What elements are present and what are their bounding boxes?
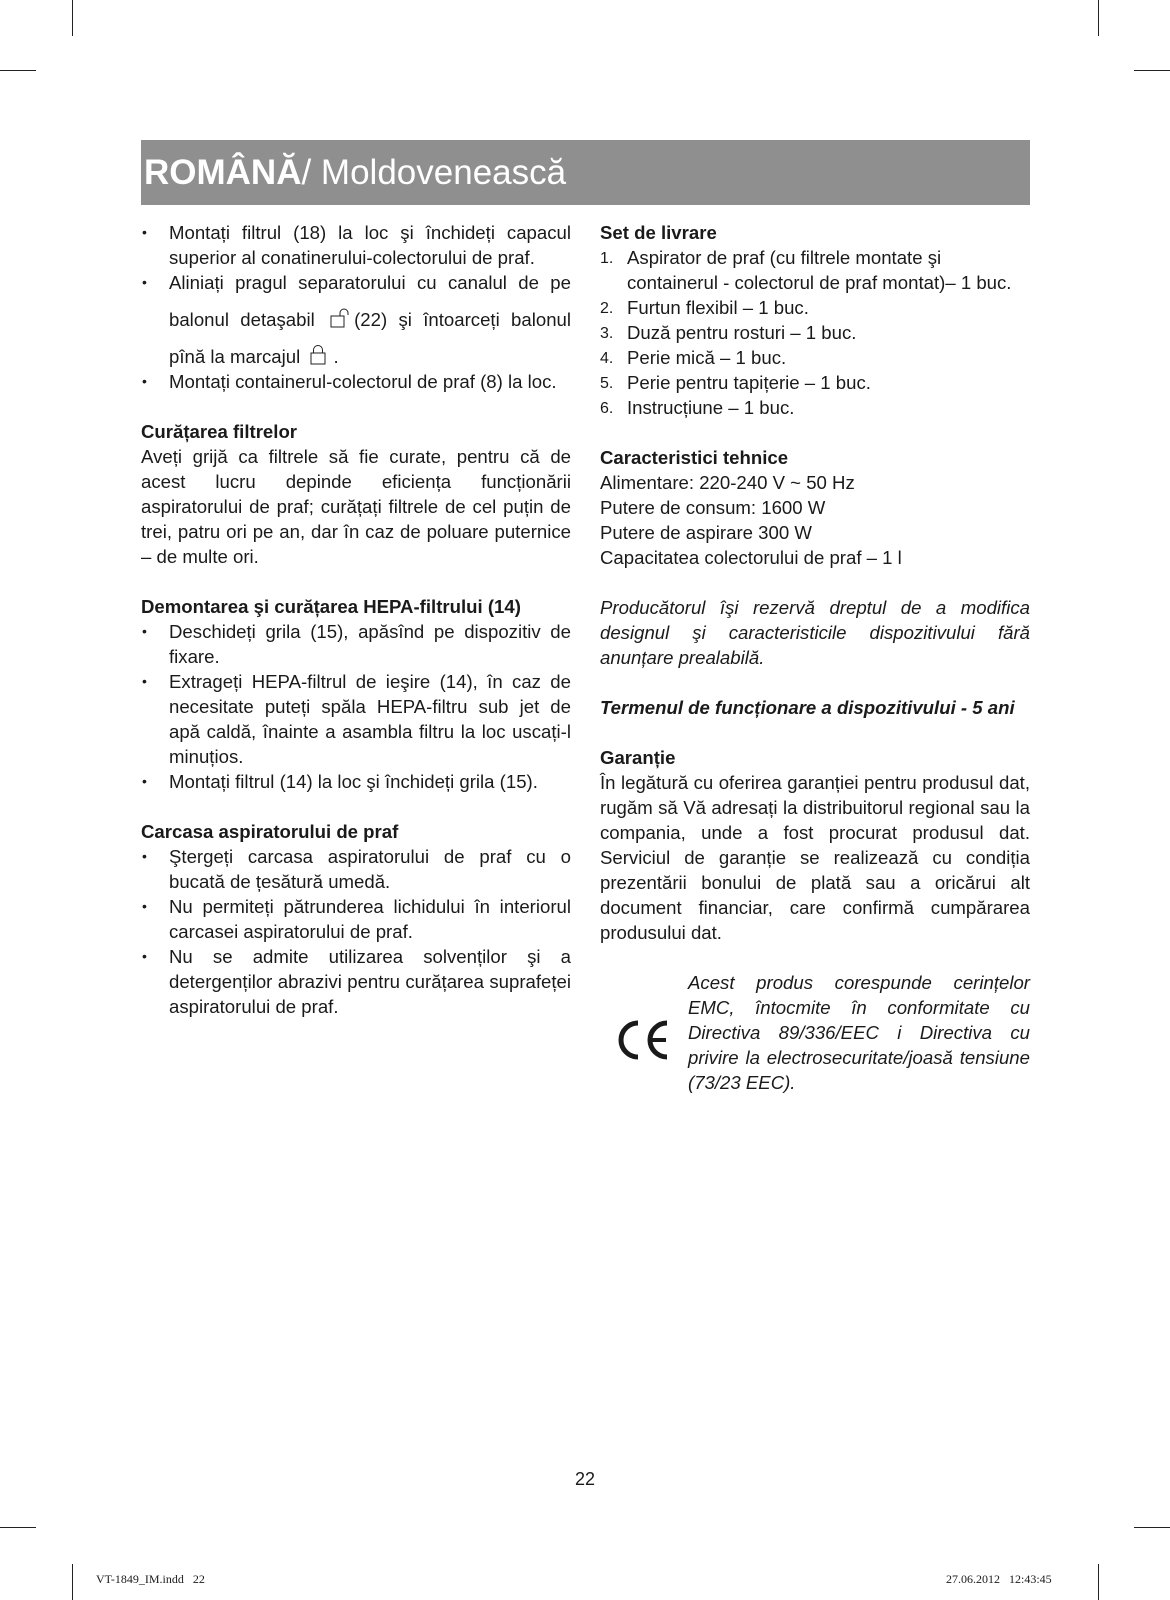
language-header	[141, 140, 1030, 205]
warranty-paragraph: În legătură cu oferirea garanției pentru produsul dat, rugăm să Vă adresați la distribuitorul regional sau la compania, unde a fost procurat produsul dat. Serviciul de garanție se realizează cu condiția prezentării bonului de plată sau a oricărui alt document financiar, care confirmă cumpărarea produsului dat.	[600, 772, 1030, 943]
spec-line: Putere de aspirare 300 W	[600, 522, 812, 543]
list-item: • Aliniați pragul separatorului cu canalul de pe balonul detaşabil (22) şi întoarceți balonul pînă la marcajul .	[141, 264, 571, 375]
list-item: • Montați containerul-colectorul de praf (8) la loc.	[141, 369, 571, 394]
crop-mark	[0, 1527, 36, 1528]
list-item: • Ştergeți carcasa aspiratorului de praf cu o bucată de țesătură umedă.	[141, 844, 571, 894]
crop-mark	[1134, 70, 1170, 71]
service-life: Termenul de funcționare a dispozitivului - 5 ani	[600, 697, 1015, 718]
ce-text: Acest produs corespunde cerințelor EMC, întocmite în conformitate cu Directiva 89/336/EEC i Directiva cu privire la electrosecuritate/joasă tensiune (73/23 EEC).	[688, 972, 1030, 1093]
list-item: 3. Duză pentru rosturi – 1 buc.	[600, 322, 857, 343]
right-column	[600, 220, 1030, 1095]
section-title-filters: Curățarea filtrelor	[141, 421, 298, 442]
manufacturer-notice: Producătorul îşi rezervă dreptul de a modifica designul şi caracteristicile dispozitivului fără anunțare prealabilă.	[600, 597, 1030, 668]
list-item: • Montați filtrul (14) la loc şi închideți grila (15).	[141, 769, 571, 794]
hepa-steps	[141, 619, 571, 794]
section-title-specs: Caracteristici tehnice	[600, 447, 789, 468]
list-item: 6. Instrucțiune – 1 buc.	[600, 397, 795, 418]
list-item: 5. Perie pentru tapițerie – 1 buc.	[600, 372, 871, 393]
crop-mark	[72, 1564, 73, 1600]
list-item: • Extrageți HEPA-filtrul de ieşire (14), în caz de necesitate puteți spăla HEPA-filtru sub jet de apă caldă, înainte a asambla filtru la loc uscați-l minuțios.	[141, 669, 571, 769]
delivery-list	[600, 245, 1030, 420]
section-title-delivery: Set de livrare	[600, 222, 717, 243]
list-item: 1. Aspirator de praf (cu filtrele montate şi containerul - colectorul de praf montat)– 1 buc.	[600, 247, 1012, 293]
page-number: 22	[574, 1469, 596, 1489]
list-item: 4. Perie mică – 1 buc.	[600, 347, 787, 368]
crop-mark	[1098, 1564, 1099, 1600]
section-title-warranty: Garanție	[600, 747, 676, 768]
section-title-hepa: Demontarea şi curățarea HEPA-filtrului (14)	[141, 596, 521, 617]
list-item: • Nu se admite utilizarea solvenților şi a detergenților abrazivi pentru curățarea suprafeței aspiratorului de praf.	[141, 944, 571, 1019]
crop-mark	[1134, 1527, 1170, 1528]
crop-mark	[1098, 0, 1099, 36]
footer-timestamp: 27.06.2012 12:43:45	[946, 1572, 1052, 1586]
ce-mark-icon	[614, 1017, 672, 1063]
list-item: 2. Furtun flexibil – 1 buc.	[600, 297, 809, 318]
footer-filename: VT-1849_IM.indd 22	[96, 1572, 205, 1586]
left-column	[141, 220, 571, 1019]
spec-line: Capacitatea colectorului de praf – 1 l	[600, 547, 902, 568]
crop-mark	[72, 0, 73, 36]
filters-paragraph: Aveți grijă ca filtrele să fie curate, pentru că de acest lucru depinde eficiența funcționării aspiratorului de praf; curățați filtrele de cel puțin de trei, patru ori pe an, dar în caz de poluare puternice – de multe ori.	[141, 446, 571, 567]
language-title: ROMÂNĂ	[144, 153, 302, 192]
unlock-icon	[329, 308, 351, 328]
assembly-steps	[141, 220, 571, 394]
spec-line: Putere de consum: 1600 W	[600, 497, 826, 518]
lock-icon	[308, 345, 330, 365]
list-item: • Montați filtrul (18) la loc şi închideți capacul superior al conatinerului-colectorului de praf.	[141, 220, 571, 270]
spec-line: Alimentare: 220-240 V ~ 50 Hz	[600, 472, 855, 493]
list-item: • Deschideți grila (15), apăsînd pe dispozitiv de fixare.	[141, 619, 571, 669]
language-subtitle: / Moldovenească	[301, 153, 567, 192]
housing-steps	[141, 844, 571, 1019]
section-title-housing: Carcasa aspiratorului de praf	[141, 821, 399, 842]
crop-mark	[0, 70, 36, 71]
ce-declaration	[600, 970, 1030, 1095]
list-item: • Nu permiteți pătrunderea lichidului în interiorul carcasei aspiratorului de praf.	[141, 894, 571, 944]
